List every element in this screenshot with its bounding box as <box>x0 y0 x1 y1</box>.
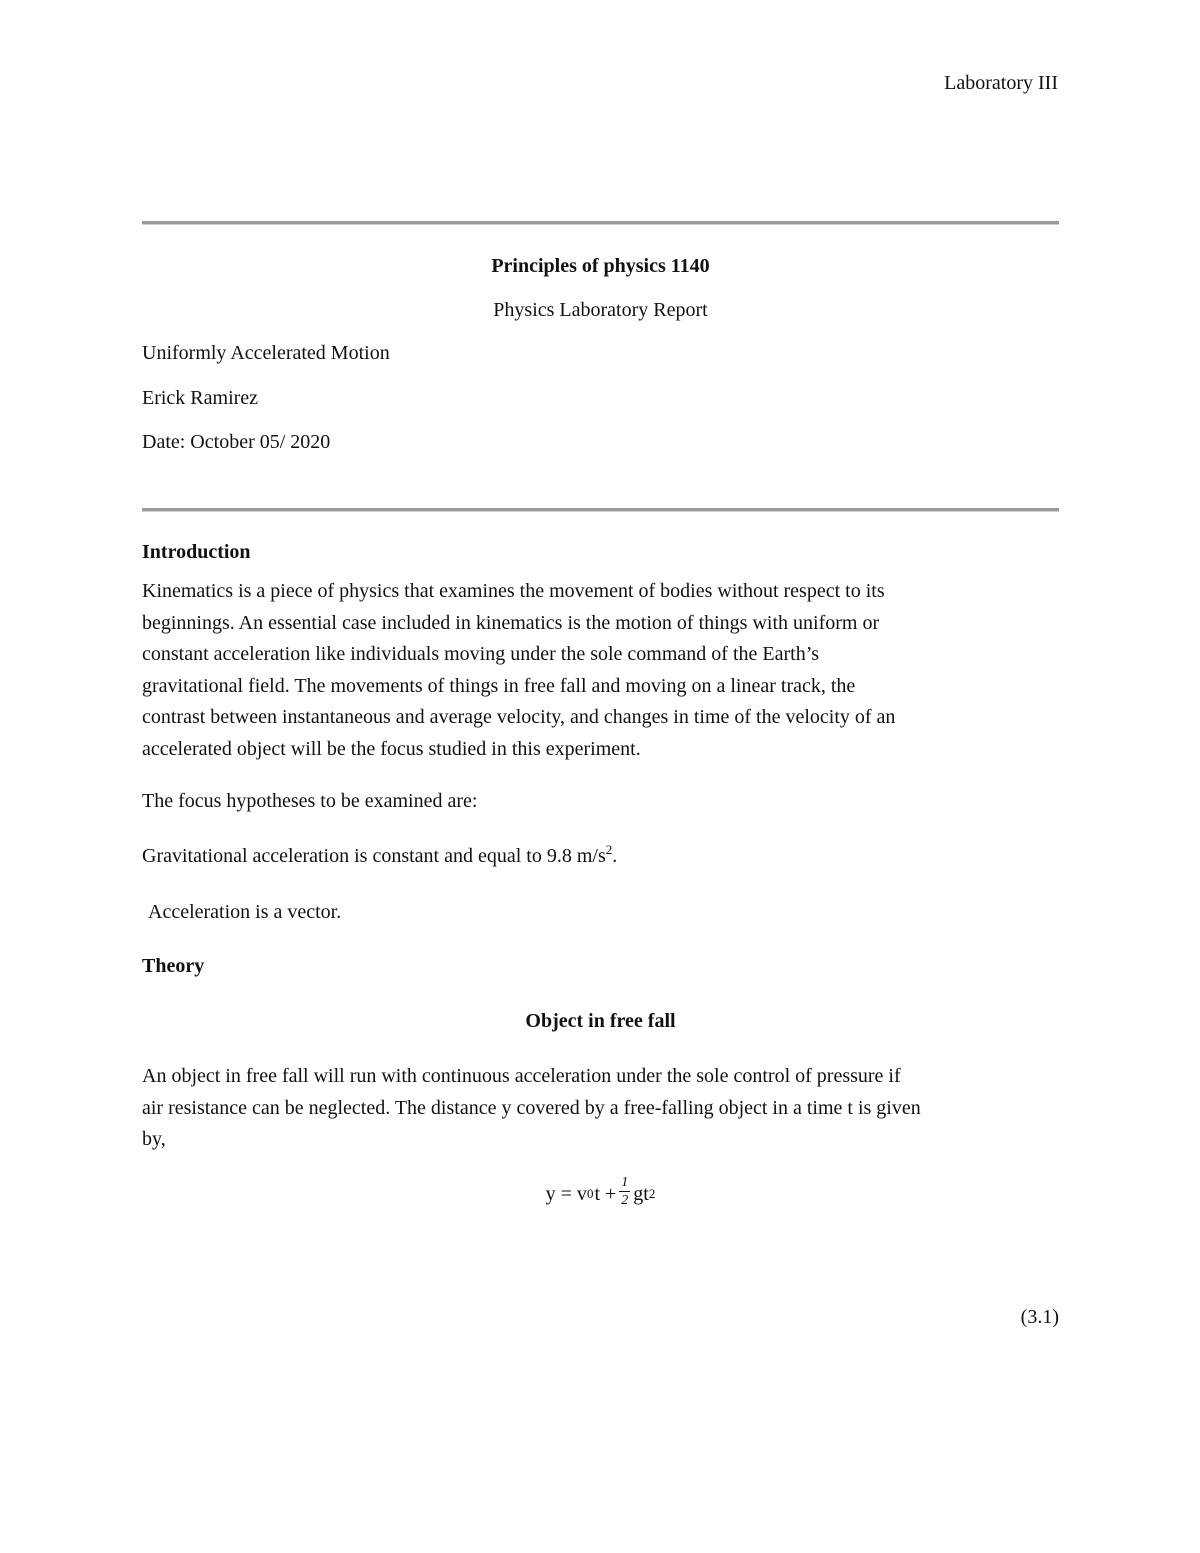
introduction-paragraph <box>142 576 1062 765</box>
bottom-rule <box>142 508 1059 512</box>
course-title: Principles of physics 1140 <box>491 255 710 277</box>
theory-line: by, <box>142 1128 166 1150</box>
fraction-denominator: 2 <box>621 1193 629 1208</box>
hypothesis-1-text: Gravitational acceleration is constant and equal to 9.8 m/s <box>142 845 606 867</box>
fraction-numerator: 1 <box>621 1175 629 1190</box>
hypotheses-intro: The focus hypotheses to be examined are: <box>142 790 478 812</box>
running-header: Laboratory III <box>944 72 1058 94</box>
report-date: Date: October 05/ 2020 <box>142 431 331 453</box>
equation-number: (3.1) <box>1020 1306 1059 1328</box>
hypothesis-1-exponent: 2 <box>605 842 613 857</box>
author-name: Erick Ramirez <box>142 387 259 409</box>
introduction-heading: Introduction <box>142 541 251 563</box>
theory-heading: Theory <box>142 955 205 977</box>
intro-line: gravitational field. The movements of things in free fall and moving on a linear track, the <box>142 674 856 697</box>
intro-line: accelerated object will be the focus studied in this experiment. <box>142 737 641 760</box>
intro-line: beginnings. An essential case included in kinematics is the motion of things with uniform or <box>142 611 880 634</box>
hypothesis-1-period: . <box>612 845 618 867</box>
equation-lhs: y = v <box>545 1182 587 1205</box>
report-type: Physics Laboratory Report <box>493 299 708 321</box>
theory-line: air resistance can be neglected. The distance y covered by a free-falling object in a time t is given <box>142 1096 921 1119</box>
equation-fraction <box>619 1176 630 1208</box>
intro-line: constant acceleration like individuals moving under the sole command of the Earth’s <box>142 643 820 665</box>
free-fall-paragraph <box>142 1061 1062 1156</box>
intro-line: contrast between instantaneous and average velocity, and changes in time of the velocity of an <box>142 706 896 728</box>
theory-line: An object in free fall will run with continuous acceleration under the sole control of pressure if <box>142 1065 901 1087</box>
hypothesis-2: Acceleration is a vector. <box>148 901 342 923</box>
intro-line: Kinematics is a piece of physics that examines the movement of bodies without respect to its <box>142 580 885 602</box>
hypothesis-1 <box>142 842 618 868</box>
free-fall-subheading: Object in free fall <box>525 1010 676 1032</box>
report-topic: Uniformly Accelerated Motion <box>142 342 390 364</box>
equation-mid: t + <box>594 1182 617 1205</box>
top-rule <box>142 221 1059 225</box>
free-fall-equation: y = v 0 t + $\frac{1}{2}$ gt 2 <box>545 1175 656 1208</box>
equation-rhs: gt <box>633 1182 649 1205</box>
